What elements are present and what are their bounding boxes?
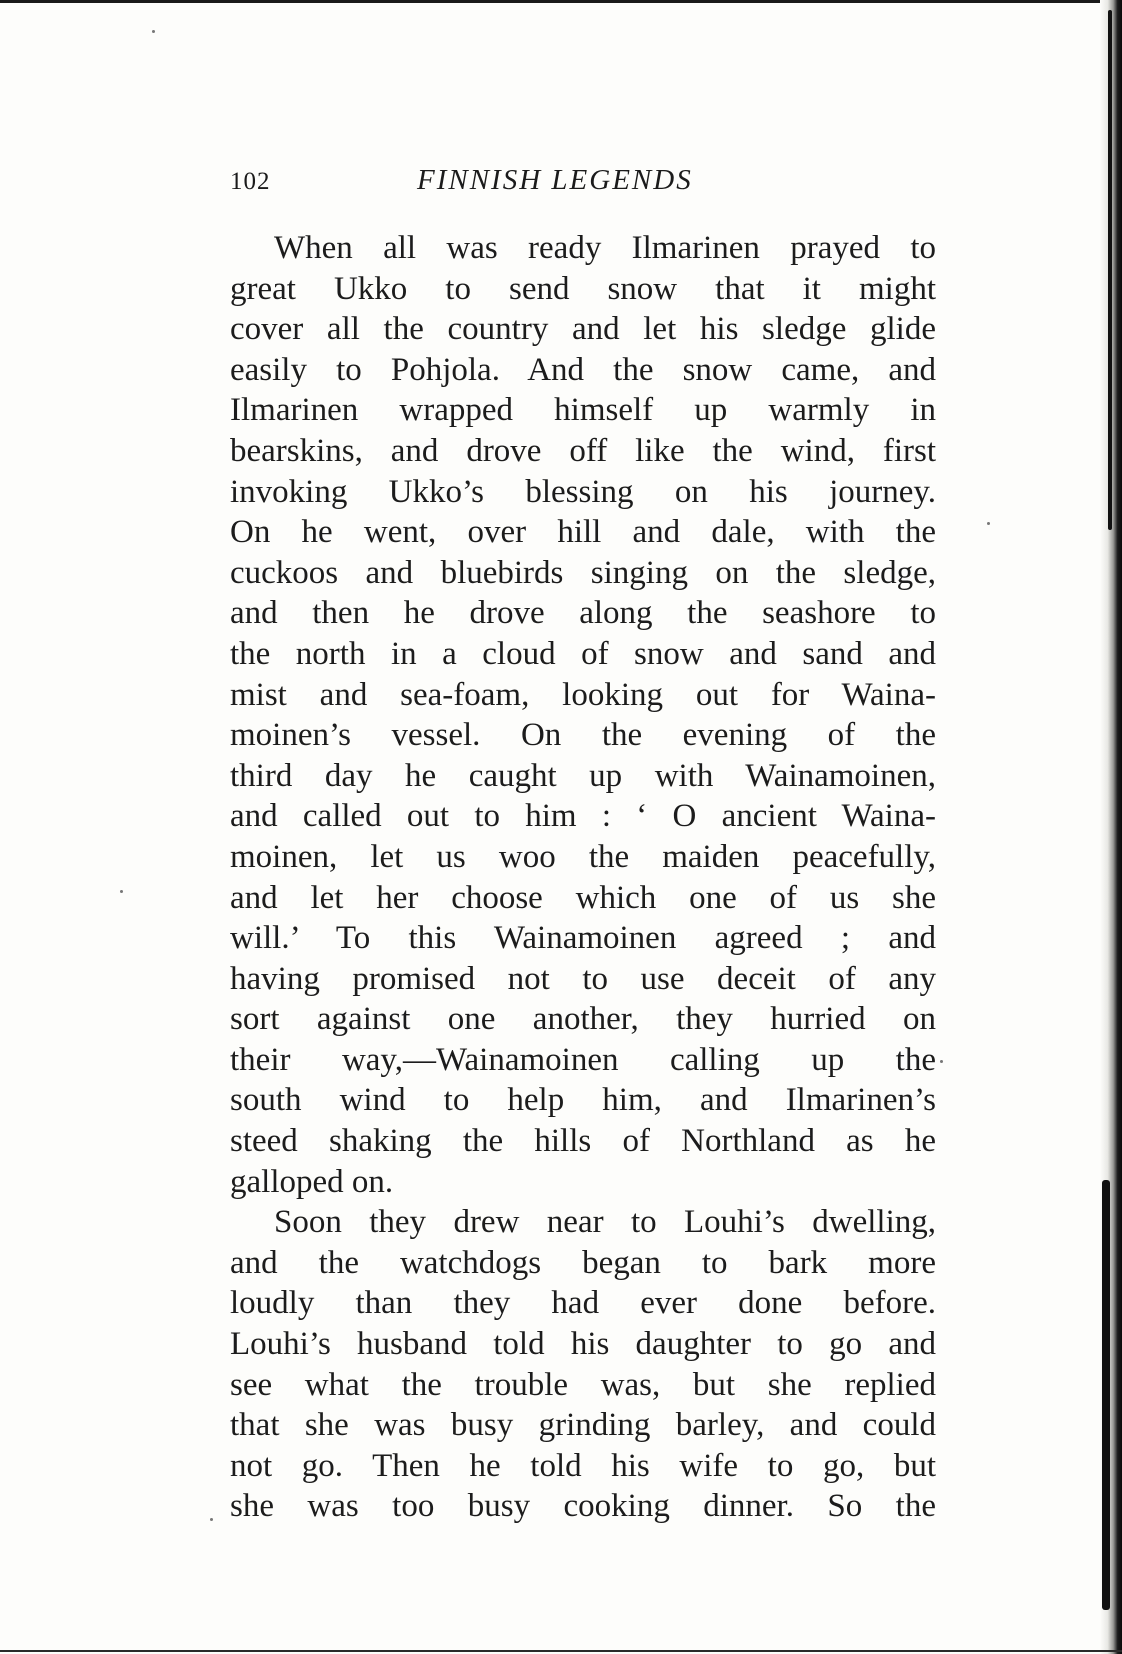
text-line: their way,—Wainamoinen calling up the [230, 1041, 936, 1078]
text-line: great Ukko to send snow that it might [230, 270, 936, 307]
text-line: easily to Pohjola. And the snow came, and [230, 351, 936, 388]
paragraph [230, 228, 936, 1202]
paper-speck [210, 1518, 213, 1521]
bottom-edge-rule [0, 1650, 1122, 1652]
text-line: see what the trouble was, but she replied [230, 1366, 936, 1403]
running-title: FINNISH LEGENDS [417, 164, 693, 196]
text-line: On he went, over hill and dale, with the [230, 514, 936, 551]
text-line: and the watchdogs began to bark more [230, 1244, 936, 1281]
text-line: Soon they drew near to Louhi’s dwelling, [274, 1204, 936, 1241]
paper-speck [120, 890, 123, 893]
text-line: south wind to help him, and Ilmarinen’s [230, 1082, 936, 1119]
text-line: and then he drove along the seashore to [230, 595, 936, 632]
top-edge-rule [0, 0, 1122, 3]
text-line: and let her choose which one of us she [230, 879, 936, 916]
spine-mark-upper [1108, 10, 1112, 530]
text-line: loudly than they had ever done before. [230, 1285, 936, 1322]
paper-speck [152, 30, 155, 33]
paper-speck [940, 1060, 943, 1063]
text-line: cover all the country and let his sledge glide [230, 311, 936, 348]
text-line: the north in a cloud of snow and sand and [230, 635, 936, 672]
text-line: Louhi’s husband told his daughter to go and [230, 1326, 936, 1363]
text-line: steed shaking the hills of Northland as he [230, 1123, 936, 1160]
text-line: and called out to him : ‘ O ancient Waina- [230, 798, 936, 835]
text-line: third day he caught up with Wainamoinen, [230, 757, 936, 794]
text-line: invoking Ukko’s blessing on his journey. [230, 473, 936, 510]
text-line: moinen, let us woo the maiden peacefully, [230, 838, 936, 875]
text-line: she was too busy cooking dinner. So the [230, 1488, 936, 1525]
page-number: 102 [230, 168, 271, 195]
text-line: will.’ To this Wainamoinen agreed ; and [230, 920, 936, 957]
text-line: cuckoos and bluebirds singing on the sledge, [230, 554, 936, 591]
text-line: not go. Then he told his wife to go, but [230, 1447, 936, 1484]
text-line: Ilmarinen wrapped himself up warmly in [230, 392, 936, 429]
spine-mark-lower [1102, 1180, 1110, 1610]
text-line: sort against one another, they hurried on [230, 1001, 936, 1038]
body-text [230, 228, 936, 1527]
text-line: having promised not to use deceit of any [230, 960, 936, 997]
text-line: that she was busy grinding barley, and could [230, 1407, 936, 1444]
text-line: bearskins, and drove off like the wind, first [230, 432, 936, 469]
paper-speck [987, 522, 990, 525]
text-line: galloped on. [230, 1163, 394, 1200]
running-head [230, 164, 930, 198]
text-line: When all was ready Ilmarinen prayed to [274, 230, 936, 266]
text-line: moinen’s vessel. On the evening of the [230, 717, 936, 754]
text-line: mist and sea-foam, looking out for Waina- [230, 676, 936, 713]
paragraph [230, 1202, 936, 1527]
